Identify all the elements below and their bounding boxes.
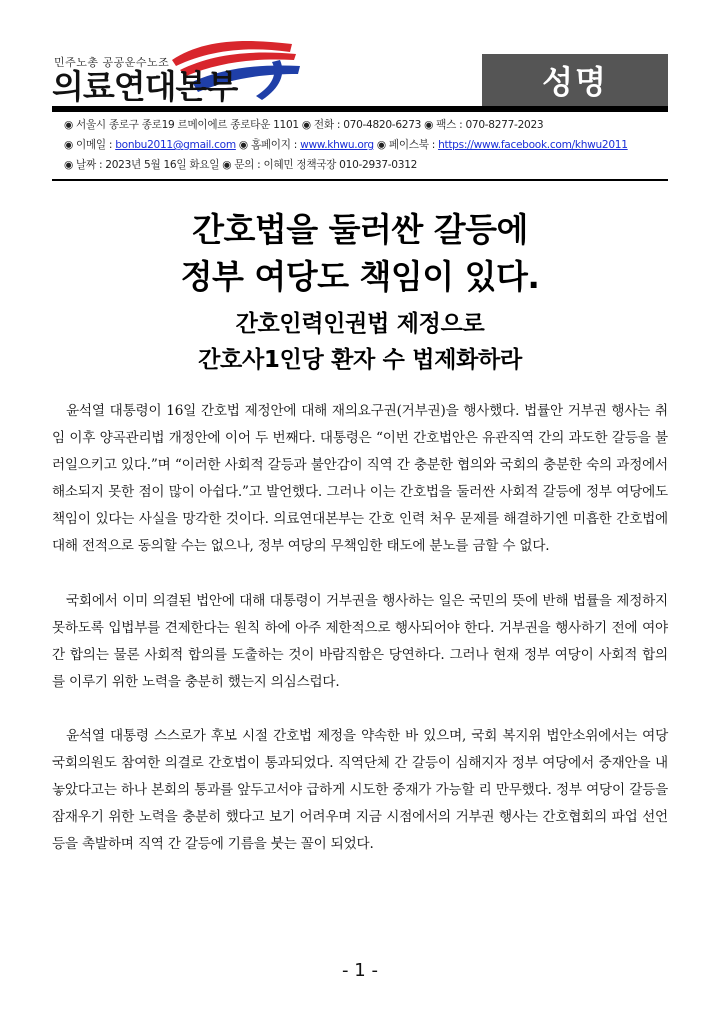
body-paragraph: 윤석열 대통령 스스로가 후보 시절 간호법 제정을 약속한 바 있으며, 국회 복지위 법안소위에서는 여당 국회의원도 참여한 의결로 간호법이 통과되었다. 직역단체 간 갈등이 심해지자 정부 여당에서 중재안을 내놓았다고는 하나 본회의 통과를 앞두고서야 급하게 시도한 중재가 가능할 리 만무했다. 정부 여당이 갈등을 잠재우기 위한 노력을 충분히 했다고 보기 어려우며 지금 시점에서의 거부권 행사는 간호협회의 파업 선언 등을 촉발하며 직역 간 갈등에 기름을 붓는 꼴이 되었다. [52,727,668,853]
homepage-label: ◉ 홈페이지 : [235,139,301,151]
address-line: ◉ 서울시 종로구 종로19 르메이에르 종로타운 1101 ◉ 전화 : 070-4820-6273 ◉ 팩스 : 070-8277-2023 [64,119,544,131]
contact-info [64,115,664,175]
union-logo [52,30,312,112]
body-paragraph: 윤석열 대통령이 16일 간호법 제정안에 대해 재의요구권(거부권)을 행사했다. 법률안 거부권 행사는 취임 이후 양곡관리법 개정안에 이어 두 번째다. 대통령은 “이번 간호법안은 유관직역 간의 과도한 갈등을 불러일으키고 있다.”며 “이러한 사회적 갈등과 불안감이 직역 간 충분한 협의와 국회의 충분한 숙의 과정에서 해소되지 못한 점이 많이 아쉽다.”고 발언했다. 그러나 이는 간호법을 둘러싼 사회적 갈등에 정부 여당에도 책임이 있다는 사실을 망각한 것이다. 의료연대본부는 간호 인력 처우 문제를 해결하기엔 미흡한 간호법에 대해 전적으로 동의할 수는 없으나, 정부 여당의 무책임한 태도에 분노를 금할 수 없다. [52,403,668,555]
homepage-link[interactable]: www.khwu.org [300,139,374,151]
statement-body [52,398,668,885]
headline-line-1: 간호법을 둘러싼 갈등에 [192,210,528,249]
header-divider [52,106,668,112]
doc-type-badge: 성명 [482,54,668,106]
letterhead [52,30,668,112]
web-contact-line [64,135,664,155]
info-divider [52,179,668,181]
logo-title: 의료연대본부 [52,67,238,106]
subheadline-line-2: 간호사1인당 환자 수 법제화하라 [198,347,522,373]
page-number: - 1 - [342,960,378,981]
facebook-label: ◉ 페이스북 : [373,139,439,151]
email-label: ◉ 이메일 : [64,139,116,151]
body-paragraph: 국회에서 이미 의결된 법안에 대해 대통령이 거부권을 행사하는 일은 국민의 뜻에 반해 법률을 제정하지 못하도록 입법부를 견제한다는 원칙 하에 아주 제한적으로 행사되어야 한다. 거부권을 행사하기 전에 여야 간 합의는 물론 사회적 합의를 도출하는 것이 바람직함은 당연하다. 그러나 현재 정부 여당이 사회적 합의를 이루기 위한 노력을 충분히 했는지 의심스럽다. [52,592,668,690]
date-contact-line: ◉ 날짜 : 2023년 5월 16일 화요일 ◉ 문의 : 이혜민 정책국장 010-2937-0312 [64,159,418,171]
subheadline-line-1: 간호인력인권법 제정으로 [235,311,485,337]
email-link[interactable]: bonbu2011@gmail.com [115,139,236,151]
headline-line-2: 정부 여당도 책임이 있다. [180,257,540,296]
logo-subtitle: 민주노총 공공운수노조 [54,56,170,69]
facebook-link[interactable]: https://www.facebook.com/khwu2011 [438,139,628,151]
